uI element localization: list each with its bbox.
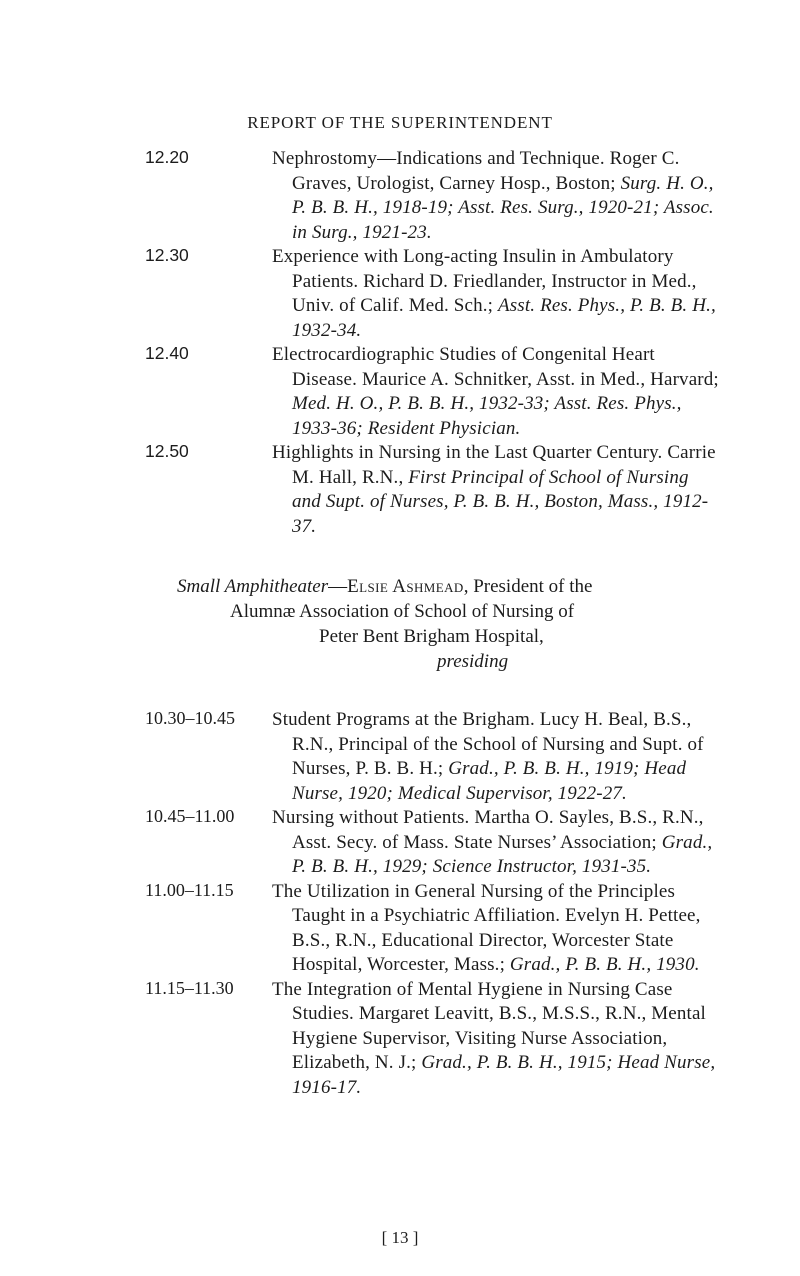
program-entry	[145, 147, 745, 245]
session-location: Small Amphitheater	[177, 576, 329, 597]
session-chair-role: , President of the	[463, 576, 593, 597]
entry-time: 11.15–11.30	[145, 977, 234, 998]
session-chair-name: Elsie Ashmead	[347, 576, 464, 597]
entry-speaker: Evelyn H. Pettee, B.S., R.N., Educational Director, Worcester State Hospital, Worcester, Mass.;	[292, 905, 701, 975]
entry-time: 12.50	[145, 441, 189, 461]
program-entry	[145, 245, 745, 343]
entry-title: Highlights in Nursing in the Last Quarter Century.	[272, 442, 663, 463]
program-entry	[145, 708, 745, 806]
program-entry	[145, 880, 745, 978]
program-list-bottom	[145, 708, 745, 1100]
entry-title: Experience with Long-acting Insulin in Ambulatory Patients.	[272, 246, 674, 292]
entry-speaker: Carrie M. Hall, R.N.,	[292, 442, 716, 488]
entry-credentials: Med. H. O., P. B. B. H., 1932-33; Asst. Res. Phys., 1933-36; Resident Physician.	[292, 393, 682, 439]
entry-title: Student Programs at the Brigham.	[272, 709, 535, 730]
entry-title: Nephrostomy—Indications and Technique.	[272, 148, 605, 169]
session-dash: —	[328, 576, 348, 597]
entry-description	[272, 147, 722, 245]
entry-description	[272, 441, 722, 539]
entry-credentials: Grad., P. B. B. H., 1929; Science Instructor, 1931-35.	[292, 831, 713, 877]
entry-speaker: Lucy H. Beal, B.S., R.N., Principal of the School of Nursing and Supt. of Nurses, P. B. B. H.;	[292, 709, 704, 779]
entry-speaker: Maurice A. Schnitker, Asst. in Med., Harvard;	[361, 368, 719, 390]
entry-time: 12.40	[145, 343, 189, 363]
entry-credentials: Grad., P. B. B. H., 1930.	[509, 954, 700, 975]
entry-title: Nursing without Patients.	[272, 807, 470, 828]
program-entry	[145, 441, 745, 539]
entry-time: 10.45–11.00	[145, 806, 235, 826]
running-header: REPORT OF THE SUPERINTENDENT	[247, 113, 553, 132]
page-number: [ 13 ]	[381, 1228, 419, 1247]
entry-speaker: Roger C. Graves, Urologist, Carney Hosp., Boston;	[292, 148, 680, 194]
entry-credentials: Surg. H. O., P. B. B. H., 1918-19; Asst. Res. Surg., 1920-21; Assoc. in Surg., 1921-23.	[292, 172, 714, 243]
entry-description	[272, 343, 722, 441]
entry-credentials: Grad., P. B. B. H., 1919; Head Nurse, 1920; Medical Supervisor, 1922-27.	[292, 758, 687, 804]
entry-speaker: Margaret Leavitt, B.S., M.S.S., R.N., Mental Hygiene Supervisor, Visiting Nurse Association, Elizabeth, N. J.;	[292, 1003, 706, 1073]
entry-time: 12.20	[145, 147, 189, 167]
program-entry	[145, 978, 745, 1101]
entry-speaker: Martha O. Sayles, B.S., R.N., Asst. Secy. of Mass. State Nurses’ Association;	[292, 807, 704, 853]
session-line: Alumnæ Association of School of Nursing of	[230, 601, 575, 622]
entry-description	[272, 978, 722, 1101]
entry-credentials: Grad., P. B. B. H., 1915; Head Nurse, 1916-17.	[292, 1052, 716, 1098]
entry-description	[272, 880, 722, 978]
entry-time: 12.30	[145, 245, 189, 265]
program-entry	[145, 806, 745, 880]
entry-title: The Integration of Mental Hygiene in Nursing Case Studies.	[272, 978, 673, 1024]
entry-description	[272, 806, 722, 880]
program-list-top	[145, 147, 745, 539]
entry-speaker: Richard D. Friedlander, Instructor in Med., Univ. of Calif. Med. Sch.;	[292, 270, 697, 316]
entry-description	[272, 708, 722, 806]
session-presiding: presiding	[437, 651, 509, 672]
session-heading	[177, 574, 737, 674]
entry-credentials: Asst. Res. Phys., P. B. B. H., 1932-34.	[292, 295, 716, 341]
entry-time: 11.00–11.15	[145, 879, 234, 900]
program-entry	[145, 343, 745, 441]
entry-title: Electrocardiographic Studies of Congenital Heart Disease.	[272, 344, 655, 390]
entry-description	[272, 245, 722, 343]
entry-title: The Utilization in General Nursing of the Principles Taught in a Psychiatric Affiliation.	[272, 880, 676, 926]
entry-time: 10.30–10.45	[145, 708, 235, 728]
entry-credentials: First Principal of School of Nursing and Supt. of Nurses, P. B. B. H., Boston, Mass., 1912-37.	[292, 466, 709, 537]
session-line: Peter Bent Brigham Hospital,	[319, 626, 544, 647]
